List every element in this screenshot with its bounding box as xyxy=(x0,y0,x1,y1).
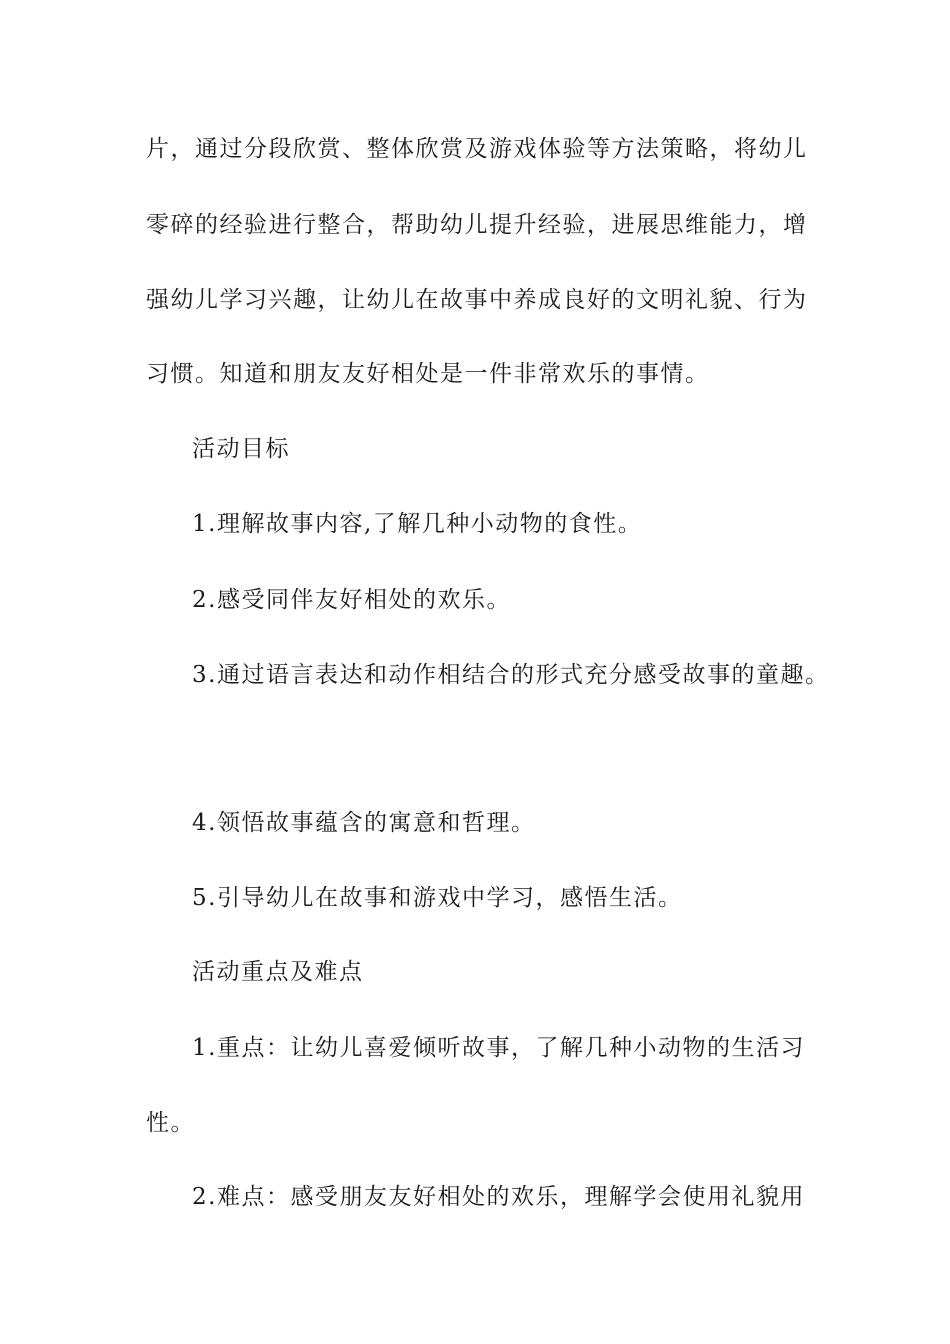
goal-item-4: 4.领悟故事蕴含的寓意和哲理。 xyxy=(192,810,536,836)
intro-line-4: 习惯。知道和朋友友好相处是一件非常欢乐的事情。 xyxy=(146,361,710,387)
goal-item-1: 1.理解故事内容,了解几种小动物的食性。 xyxy=(192,511,643,537)
key-points-heading: 活动重点及难点 xyxy=(192,959,364,985)
intro-line-1: 片，通过分段欣赏、整体欣赏及游戏体验等方法策略，将幼儿 xyxy=(146,136,808,162)
goals-heading: 活动目标 xyxy=(192,436,290,462)
intro-line-2: 零碎的经验进行整合，帮助幼儿提升经验，进展思维能力，增 xyxy=(146,212,808,238)
goal-item-5: 5.引导幼儿在故事和游戏中学习，感悟生活。 xyxy=(192,885,683,911)
goal-item-2: 2.感受同伴友好相处的欢乐。 xyxy=(192,587,511,613)
key-point-2-line-1: 2.难点：感受朋友友好相处的欢乐，理解学会使用礼貌用 xyxy=(192,1184,805,1210)
key-point-1-line-2: 性。 xyxy=(146,1110,195,1136)
goal-item-3: 3.通过语言表达和动作相结合的形式充分感受故事的童趣。 xyxy=(192,662,830,688)
intro-line-3: 强幼儿学习兴趣，让幼儿在故事中养成良好的文明礼貌、行为 xyxy=(146,287,808,313)
key-point-1-line-1: 1.重点：让幼儿喜爱倾听故事，了解几种小动物的生活习 xyxy=(192,1035,805,1061)
